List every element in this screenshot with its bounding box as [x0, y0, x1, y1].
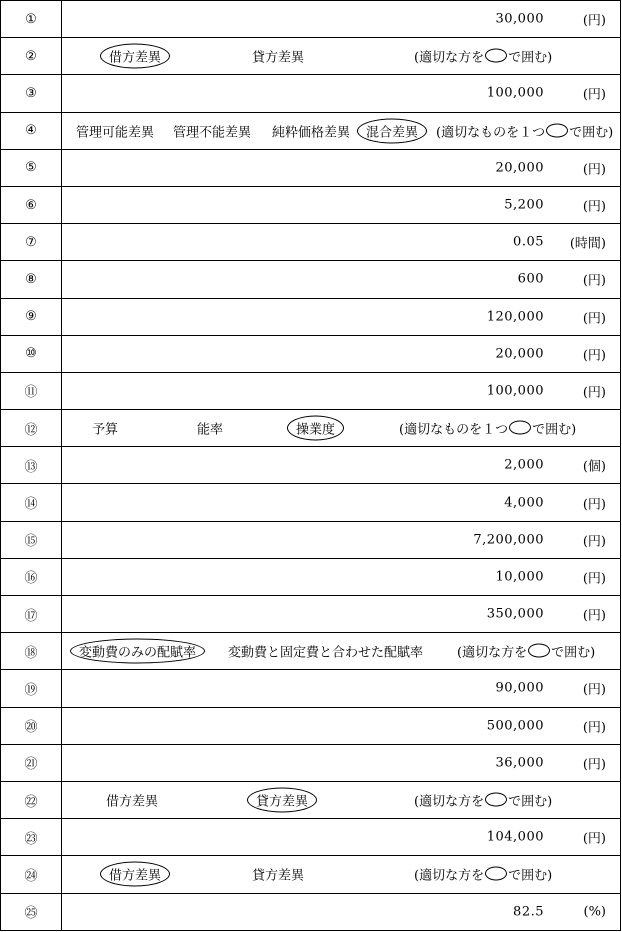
answer-row	[1, 447, 621, 484]
circle-mark-icon	[485, 49, 507, 63]
option[interactable]: 貸方差異	[252, 868, 305, 884]
answer-unit: (円)	[582, 13, 606, 29]
answer-cell	[62, 484, 621, 521]
answer-value: 120,000	[486, 309, 544, 325]
answer-cell	[62, 410, 621, 447]
row-number: ⑤	[1, 149, 62, 186]
instruction-note	[414, 791, 552, 810]
instruction-note	[436, 121, 613, 140]
answer-unit: (円)	[582, 831, 606, 847]
row-number: ⑮	[1, 521, 62, 558]
answer-row	[1, 1, 621, 38]
answer-value: 30,000	[495, 11, 544, 27]
answer-value: 100,000	[486, 383, 544, 399]
answer-row	[1, 558, 621, 595]
answer-row	[1, 410, 621, 447]
answer-unit: (時間)	[569, 236, 606, 252]
option-selected[interactable]: 変動費のみの配賦率	[70, 639, 205, 664]
instruction-pre: (適切なものを１つ	[436, 125, 546, 141]
answer-cell	[62, 38, 621, 75]
row-number: ⑫	[1, 410, 62, 447]
answer-cell	[62, 670, 621, 707]
option[interactable]: 純粋価格差異	[272, 125, 351, 141]
row-number: ⑩	[1, 335, 62, 372]
answer-row	[1, 335, 621, 372]
answer-row	[1, 781, 621, 818]
answer-unit: (円)	[582, 87, 606, 103]
circle-mark-icon	[509, 421, 531, 435]
answer-unit: (%)	[583, 904, 606, 920]
answer-cell	[62, 596, 621, 633]
instruction-note	[399, 419, 576, 438]
answer-row	[1, 521, 621, 558]
answer-unit: (円)	[582, 608, 606, 624]
answer-value: 90,000	[495, 680, 544, 696]
instruction-pre: (適切なものを１つ	[399, 422, 509, 438]
answer-value: 5,200	[504, 197, 544, 213]
option-selected[interactable]: 混合差異	[357, 118, 427, 143]
answer-unit: (円)	[582, 348, 606, 364]
option[interactable]: 借方差異	[106, 794, 159, 810]
option-selected[interactable]: 借方差異	[100, 862, 170, 887]
answer-unit: (円)	[582, 273, 606, 289]
answer-unit: (円)	[582, 757, 606, 773]
answer-row	[1, 670, 621, 707]
option[interactable]: 管理可能差異	[76, 125, 155, 141]
answer-value: 100,000	[486, 85, 544, 101]
answer-row	[1, 298, 621, 335]
row-number: ㉓	[1, 819, 62, 856]
circle-mark-icon	[485, 793, 507, 807]
answer-cell	[62, 112, 621, 149]
answer-value: 20,000	[495, 160, 544, 176]
answer-cell	[62, 781, 621, 818]
row-number: ⑰	[1, 596, 62, 633]
answer-cell	[62, 298, 621, 335]
row-number: ⑳	[1, 707, 62, 744]
instruction-post: で囲む)	[508, 50, 553, 66]
instruction-note	[414, 47, 552, 66]
instruction-pre: (適切な方を	[414, 794, 485, 810]
answer-cell	[62, 707, 621, 744]
answer-row	[1, 261, 621, 298]
row-number: ①	[1, 1, 62, 38]
answer-unit: (円)	[582, 534, 606, 550]
instruction-note	[457, 642, 595, 661]
answer-row	[1, 819, 621, 856]
answer-unit: (円)	[582, 571, 606, 587]
row-number: ⑧	[1, 261, 62, 298]
answer-cell	[62, 75, 621, 112]
row-number: ⑭	[1, 484, 62, 521]
row-number: ⑬	[1, 447, 62, 484]
answer-row	[1, 893, 621, 930]
answer-unit: (円)	[582, 720, 606, 736]
answer-row	[1, 186, 621, 223]
circle-mark-icon	[528, 644, 550, 658]
answer-cell	[62, 186, 621, 223]
instruction-post: で囲む)	[532, 422, 577, 438]
answer-cell	[62, 744, 621, 781]
option-selected[interactable]: 貸方差異	[247, 788, 317, 813]
answer-value: 10,000	[495, 569, 544, 585]
row-number: ㉒	[1, 781, 62, 818]
answer-value: 600	[517, 271, 544, 287]
answer-value: 104,000	[486, 829, 544, 845]
option[interactable]: 変動費と固定費と合わせた配賦率	[228, 645, 424, 661]
row-number: ⑪	[1, 372, 62, 409]
answer-cell	[62, 261, 621, 298]
circle-mark-icon	[485, 867, 507, 881]
option-selected[interactable]: 借方差異	[100, 44, 170, 69]
answer-cell	[62, 521, 621, 558]
option[interactable]: 予算	[92, 422, 119, 438]
answer-row	[1, 224, 621, 261]
answer-value: 36,000	[495, 755, 544, 771]
answer-row	[1, 149, 621, 186]
answer-row	[1, 856, 621, 893]
instruction-post: で囲む)	[551, 645, 596, 661]
row-number: ㉔	[1, 856, 62, 893]
answer-unit: (円)	[582, 497, 606, 513]
option[interactable]: 貸方差異	[252, 50, 305, 66]
row-number: ⑨	[1, 298, 62, 335]
answer-unit: (円)	[582, 682, 606, 698]
answer-cell	[62, 856, 621, 893]
answer-row	[1, 38, 621, 75]
instruction-pre: (適切な方を	[457, 645, 528, 661]
circle-mark-icon	[546, 123, 568, 137]
answer-cell	[62, 633, 621, 670]
answer-row	[1, 744, 621, 781]
answer-row	[1, 633, 621, 670]
answer-value: 500,000	[486, 718, 544, 734]
answer-cell	[62, 558, 621, 595]
row-number: ⑱	[1, 633, 62, 670]
answer-cell	[62, 447, 621, 484]
row-number: ④	[1, 112, 62, 149]
answer-row	[1, 707, 621, 744]
answer-cell	[62, 372, 621, 409]
answer-value: 0.05	[513, 234, 544, 250]
answer-cell	[62, 224, 621, 261]
row-number: ②	[1, 38, 62, 75]
answer-rows	[1, 1, 621, 931]
row-number: ⑦	[1, 224, 62, 261]
instruction-post: で囲む)	[508, 868, 553, 884]
row-number: ㉕	[1, 893, 62, 930]
answer-value: 7,200,000	[473, 532, 544, 548]
answer-cell	[62, 335, 621, 372]
answer-value: 82.5	[513, 904, 544, 920]
answer-cell	[62, 1, 621, 38]
instruction-pre: (適切な方を	[414, 50, 485, 66]
instruction-pre: (適切な方を	[414, 868, 485, 884]
answer-value: 4,000	[504, 495, 544, 511]
row-number: ㉑	[1, 744, 62, 781]
option[interactable]: 能率	[197, 422, 224, 438]
answer-unit: (円)	[582, 162, 606, 178]
row-number: ⑯	[1, 558, 62, 595]
instruction-note	[414, 865, 552, 884]
answer-row	[1, 484, 621, 521]
answer-row	[1, 75, 621, 112]
answer-value: 2,000	[504, 457, 544, 473]
answer-unit: (個)	[582, 459, 606, 475]
row-number: ③	[1, 75, 62, 112]
answer-row	[1, 112, 621, 149]
option[interactable]: 管理不能差異	[173, 125, 252, 141]
row-number: ⑲	[1, 670, 62, 707]
option-selected[interactable]: 操業度	[287, 416, 344, 441]
answer-value: 20,000	[495, 346, 544, 362]
answer-row	[1, 596, 621, 633]
answer-cell	[62, 149, 621, 186]
row-number: ⑥	[1, 186, 62, 223]
answer-value: 350,000	[486, 606, 544, 622]
instruction-post: で囲む)	[508, 794, 553, 810]
answer-row	[1, 372, 621, 409]
answer-cell	[62, 893, 621, 930]
answer-unit: (円)	[582, 199, 606, 215]
answer-cell	[62, 819, 621, 856]
answer-unit: (円)	[582, 311, 606, 327]
instruction-post: で囲む)	[569, 125, 614, 141]
answer-unit: (円)	[582, 385, 606, 401]
